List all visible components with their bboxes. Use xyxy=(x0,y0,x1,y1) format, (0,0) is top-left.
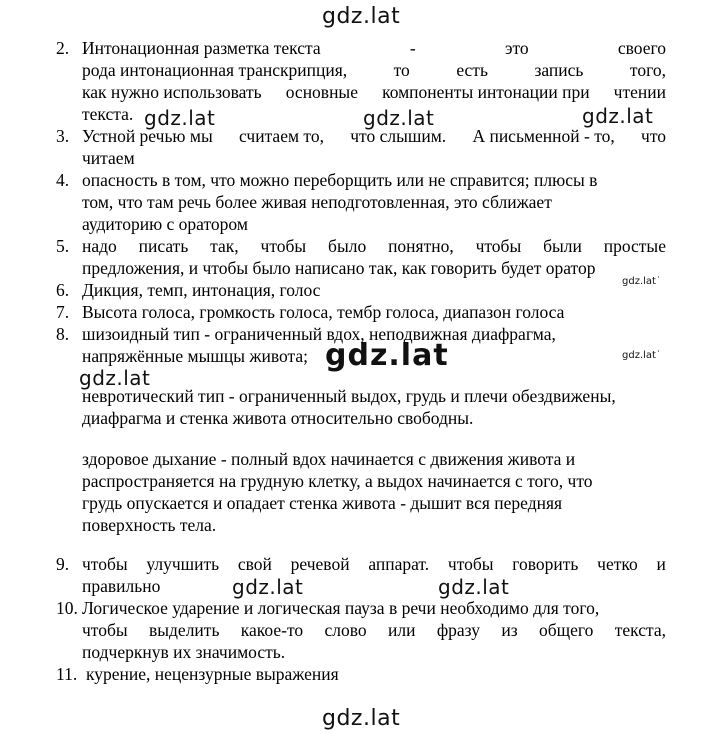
answer-3-line-2: читаем xyxy=(82,148,135,168)
answer-4-line-1: опасность в том, что можно переборщить или не справится; плюсы в xyxy=(82,170,598,190)
answer-5-line-1: надо писать так, чтобы было понятно, чтобы были простые xyxy=(82,236,666,256)
answer-8-healthy-line-4: поверхность тела. xyxy=(82,515,217,535)
watermark: gdz.lat xyxy=(232,575,304,599)
answer-3-line-1: Устной речью мы считаем то, что слышим. А письменной - то, что xyxy=(82,126,666,146)
answer-8-healthy-line-1: здоровое дыхание - полный вдох начинается с движения живота и xyxy=(82,449,576,469)
watermark-small: gdz.lat˙ xyxy=(622,276,661,287)
answer-6-line-1: Дикция, темп, интонация, голос xyxy=(82,280,321,300)
answer-8-neurotic-line-1: невротический тип - ограниченный выдох, грудь и плечи обездвижены, xyxy=(82,386,616,406)
answer-8-line-2: напряжённые мышцы живота; xyxy=(82,346,308,366)
answer-7-line-1: Высота голоса, громкость голоса, тембр голоса, диапазон голоса xyxy=(82,302,565,322)
answer-2-line-3: как нужно использовать основные компоненты интонации при чтении xyxy=(82,82,666,102)
watermark: gdz.lat xyxy=(79,366,151,390)
answer-9-line-2: правильно xyxy=(82,576,161,596)
answer-8-healthy-line-3: грудь опускается и опадает стенка живота - дышит вся передняя xyxy=(82,493,563,513)
item-number: 7. xyxy=(56,302,70,322)
answer-10-line-1: Логическое ударение и логическая пауза в речи необходимо для того, xyxy=(82,598,600,618)
answer-8-line-1: шизоидный тип - ограниченный вдох, неподвижная диафрагма, xyxy=(82,324,556,344)
watermark: gdz.lat xyxy=(582,104,654,128)
item-number: 11. xyxy=(56,664,78,684)
answer-5-line-2: предложения, и чтобы было написано так, как говорить будет оратор xyxy=(82,258,596,278)
item-number: 3. xyxy=(56,126,70,146)
watermark-small: gdz.lat˙ xyxy=(622,350,661,361)
watermark: gdz.lat xyxy=(144,106,216,130)
watermark: gdz.lat xyxy=(363,106,435,130)
answer-8-healthy-line-2: распространяется на грудную клетку, а выдох начинается с того, что xyxy=(82,471,593,491)
answer-8-neurotic-line-2: диафрагма и стенка живота относительно свободны. xyxy=(82,408,474,428)
answer-4-line-2: том, что там речь более живая неподготовленная, это сближает xyxy=(82,192,552,212)
answer-2-line-2: рода интонационная транскрипция, то есть запись того, xyxy=(82,60,666,80)
answer-10-line-3: подчеркнув их значимость. xyxy=(82,642,286,662)
item-number: 6. xyxy=(56,280,70,300)
answer-2-line-1: Интонационная разметка текста - это своего xyxy=(82,38,666,58)
answer-11-line-1: курение, нецензурные выражения xyxy=(86,664,339,684)
item-number: 10. xyxy=(56,598,78,618)
item-number: 4. xyxy=(56,170,70,190)
item-number: 2. xyxy=(56,38,70,58)
answer-10-line-2: чтобы выделить какое-то слово или фразу из общего текста, xyxy=(82,620,666,640)
item-number: 8. xyxy=(56,324,70,344)
watermark: gdz.lat xyxy=(438,575,510,599)
item-number: 9. xyxy=(56,554,70,574)
answer-4-line-3: аудиторию с оратором xyxy=(82,214,248,234)
watermark-bottom: gdz.lat xyxy=(322,706,401,731)
answer-9-line-1: чтобы улучшить свой речевой аппарат. чтобы говорить четко и xyxy=(82,554,666,574)
watermark-bold: gdz.lat xyxy=(325,338,449,373)
item-number: 5. xyxy=(56,236,70,256)
watermark-top: gdz.lat xyxy=(322,4,401,29)
answer-2-line-4: текста. xyxy=(82,104,134,124)
